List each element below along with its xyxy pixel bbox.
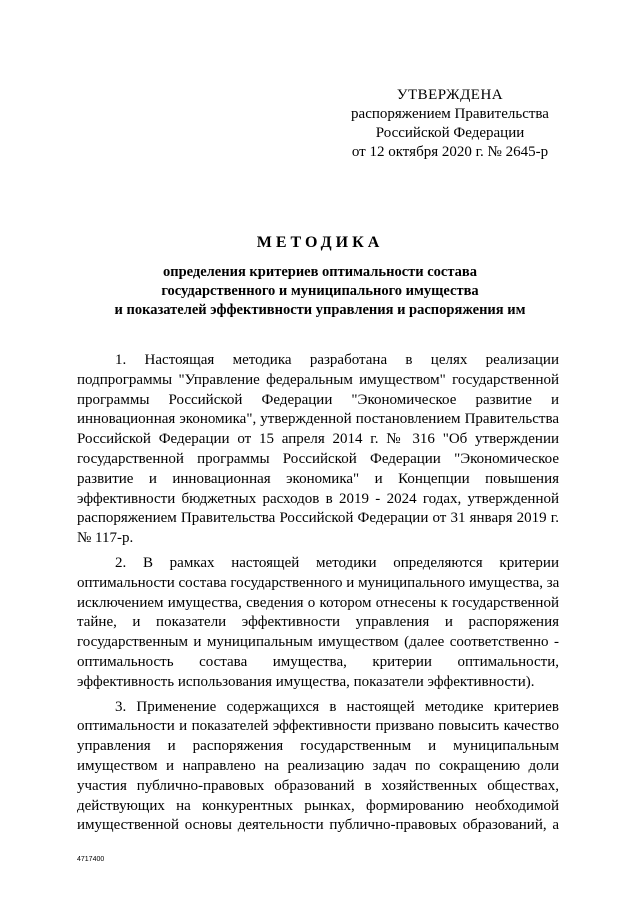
paragraph-line: управления и распоряжения государственным и муниципальным [77, 738, 559, 755]
paragraph-line: распоряжением Правительства Российской Федерации от 31 января 2019 г. [77, 510, 559, 527]
paragraph-line: 1. Настоящая методика разработана в целях реализации [115, 352, 559, 368]
paragraph-line: развитие и инновационная экономика" и Концепции повышения [77, 470, 559, 487]
document-body [77, 351, 559, 841]
approval-block [335, 86, 565, 162]
paragraph-line: Российской Федерации от 15 апреля 2014 г. № 316 "Об утверждении [77, 431, 559, 448]
paragraph-line: имуществом и направлено на реализацию задач по сокращению доли [77, 757, 559, 774]
paragraph-line: имущественной основы деятельности публично-правовых образований, а [77, 817, 559, 834]
paragraph-line: государственным и муниципальным имуществом (далее соответственно - [77, 634, 559, 651]
paragraph-line: эффективность использования имущества, показатели эффективности). [77, 673, 535, 690]
paragraph-line: участия публично-правовых образований в хозяйственных обществах, [77, 777, 559, 794]
subtitle-line: определения критериев оптимальности состава [162, 264, 477, 280]
paragraph-line: государственной программы Российской Федерации "Экономическое [77, 450, 559, 467]
paragraph-1 [77, 351, 559, 549]
document-subtitle [0, 263, 640, 320]
paragraph-line: оптимальности и показателей эффективности призвано повысить качество [77, 718, 559, 735]
paragraph-line: действующих на конкурентных рынках, формированию необходимой [77, 797, 559, 814]
paragraph-2 [77, 554, 559, 693]
subtitle-line: и показателей эффективности управления и распоряжения им [114, 302, 526, 318]
document-title: МЕТОДИКА [256, 234, 384, 251]
approval-line: от 12 октября 2020 г. № 2645-р [351, 144, 549, 160]
subtitle-line: государственного и муниципального имущества [161, 283, 479, 299]
paragraph-line: эффективности бюджетных расходов в 2019 - 2024 годах, утвержденной [77, 490, 559, 507]
paragraph-line: тайне, и показатели эффективности управления и распоряжения [77, 614, 559, 631]
paragraph-line: инновационная экономика", утвержденной постановлением Правительства [77, 411, 559, 428]
paragraph-3 [77, 698, 559, 837]
paragraph-line: 3. Применение содержащихся в настоящей методике критериев [115, 698, 559, 715]
paragraph-line: подпрограммы "Управление федеральным имуществом" государственной [77, 371, 559, 388]
paragraph-line: программы Российской Федерации "Экономическое развитие и [77, 391, 559, 408]
approval-line: Российской Федерации [375, 125, 525, 141]
paragraph-line: оптимальности состава государственного и муниципального имущества, за [77, 574, 559, 591]
document-number: 4717400 [77, 856, 105, 863]
paragraph-line: 2. В рамках настоящей методики определяются критерии [115, 554, 559, 571]
approval-line: распоряжением Правительства [351, 106, 549, 122]
paragraph-line: оптимальность состава имущества, критерии оптимальности, [77, 653, 559, 670]
paragraph-line: исключением имущества, сведения о котором отнесены к государственной [77, 594, 559, 611]
paragraph-line: № 117-р. [77, 530, 134, 547]
approval-heading: УТВЕРЖДЕНА [396, 87, 504, 103]
